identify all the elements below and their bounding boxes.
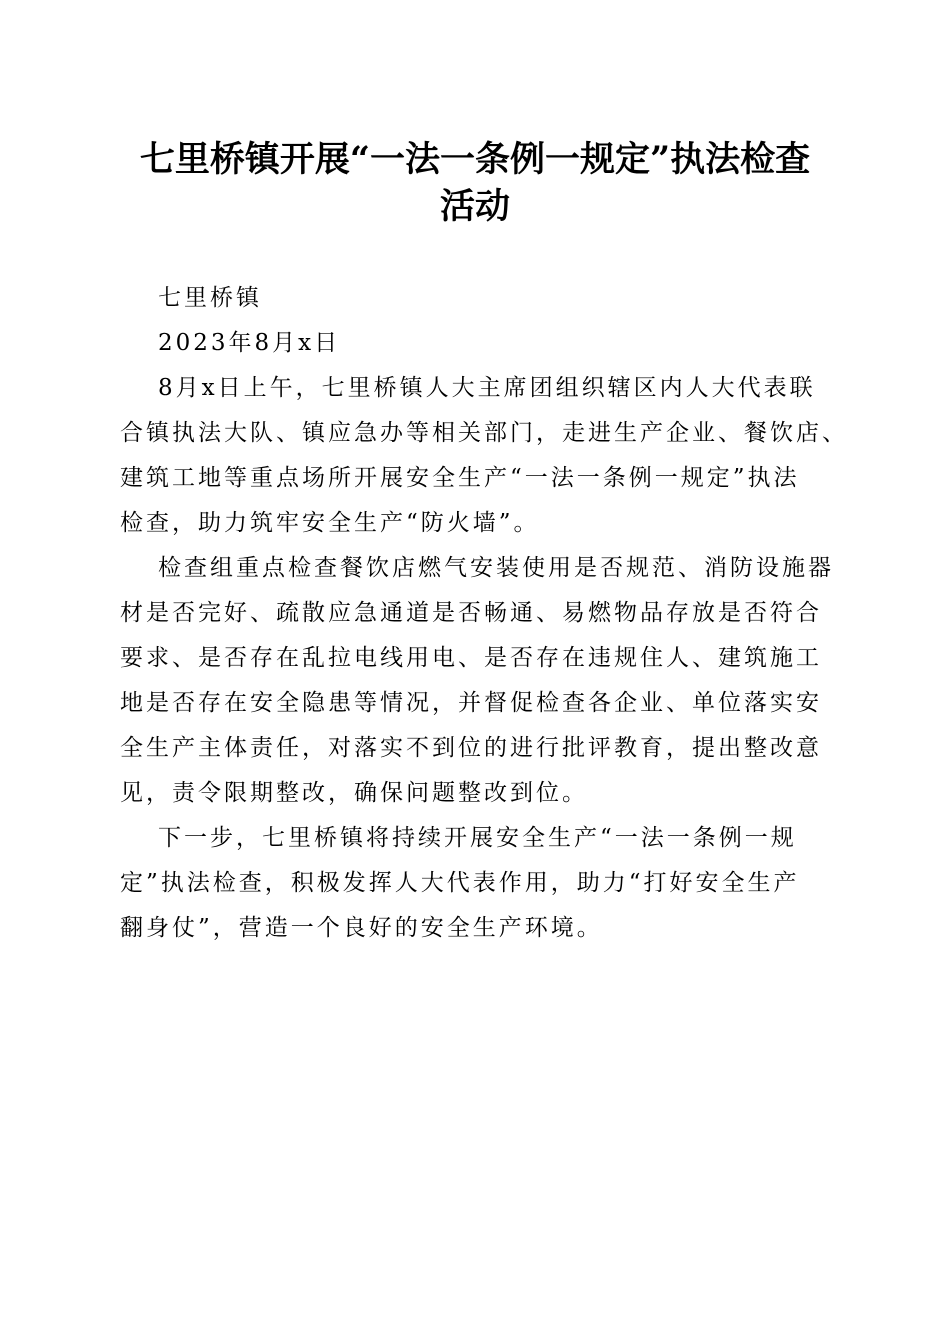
- paragraph-line: 合镇执法大队、镇应急办等相关部门，走进生产企业、餐饮店、: [120, 420, 848, 446]
- paragraph-line: 检查组重点检查餐饮店燃气安装使用是否规范、消防设施器: [158, 555, 834, 581]
- paragraph-2: [120, 546, 834, 816]
- paragraph-line: 材是否完好、疏散应急通道是否畅通、易燃物品存放是否符合: [120, 600, 822, 626]
- paragraph-1: [120, 366, 848, 546]
- paragraph-line: 检查，助力筑牢安全生产“防火墙”。: [120, 510, 540, 536]
- paragraph-line: 地是否存在安全隐患等情况，并督促检查各企业、单位落实安: [120, 690, 822, 716]
- paragraph-line: 翻身仗”，营造一个良好的安全生产环境。: [120, 915, 603, 941]
- title-line-2: 活动: [439, 186, 510, 227]
- paragraph-line: 见，责令限期整改，确保问题整改到位。: [120, 780, 588, 806]
- paragraph-line: 要求、是否存在乱拉电线用电、是否存在违规住人、建筑施工: [120, 645, 822, 671]
- paragraph-line: 定”执法检查，积极发挥人大代表作用，助力“打好安全生产: [120, 870, 800, 896]
- paragraph-3: [120, 816, 825, 951]
- paragraph-line: 下一步，七里桥镇将持续开展安全生产“一法一条例一规: [158, 825, 797, 851]
- title-line-1: 七里桥镇开展“一法一条例一规定”执法检查: [139, 139, 811, 180]
- document-title: [110, 136, 840, 230]
- document-body: [120, 276, 848, 951]
- paragraph-line: 全生产主体责任，对落实不到位的进行批评教育，提出整改意: [120, 735, 822, 761]
- paragraph-line: 建筑工地等重点场所开展安全生产“一法一条例一规定”执法: [120, 465, 800, 491]
- paragraph-line: 8月x日上午，七里桥镇人大主席团组织辖区内人大代表联: [158, 375, 816, 401]
- author-line: 七里桥镇: [158, 285, 262, 311]
- date-line: 2023年8月x日: [158, 330, 341, 356]
